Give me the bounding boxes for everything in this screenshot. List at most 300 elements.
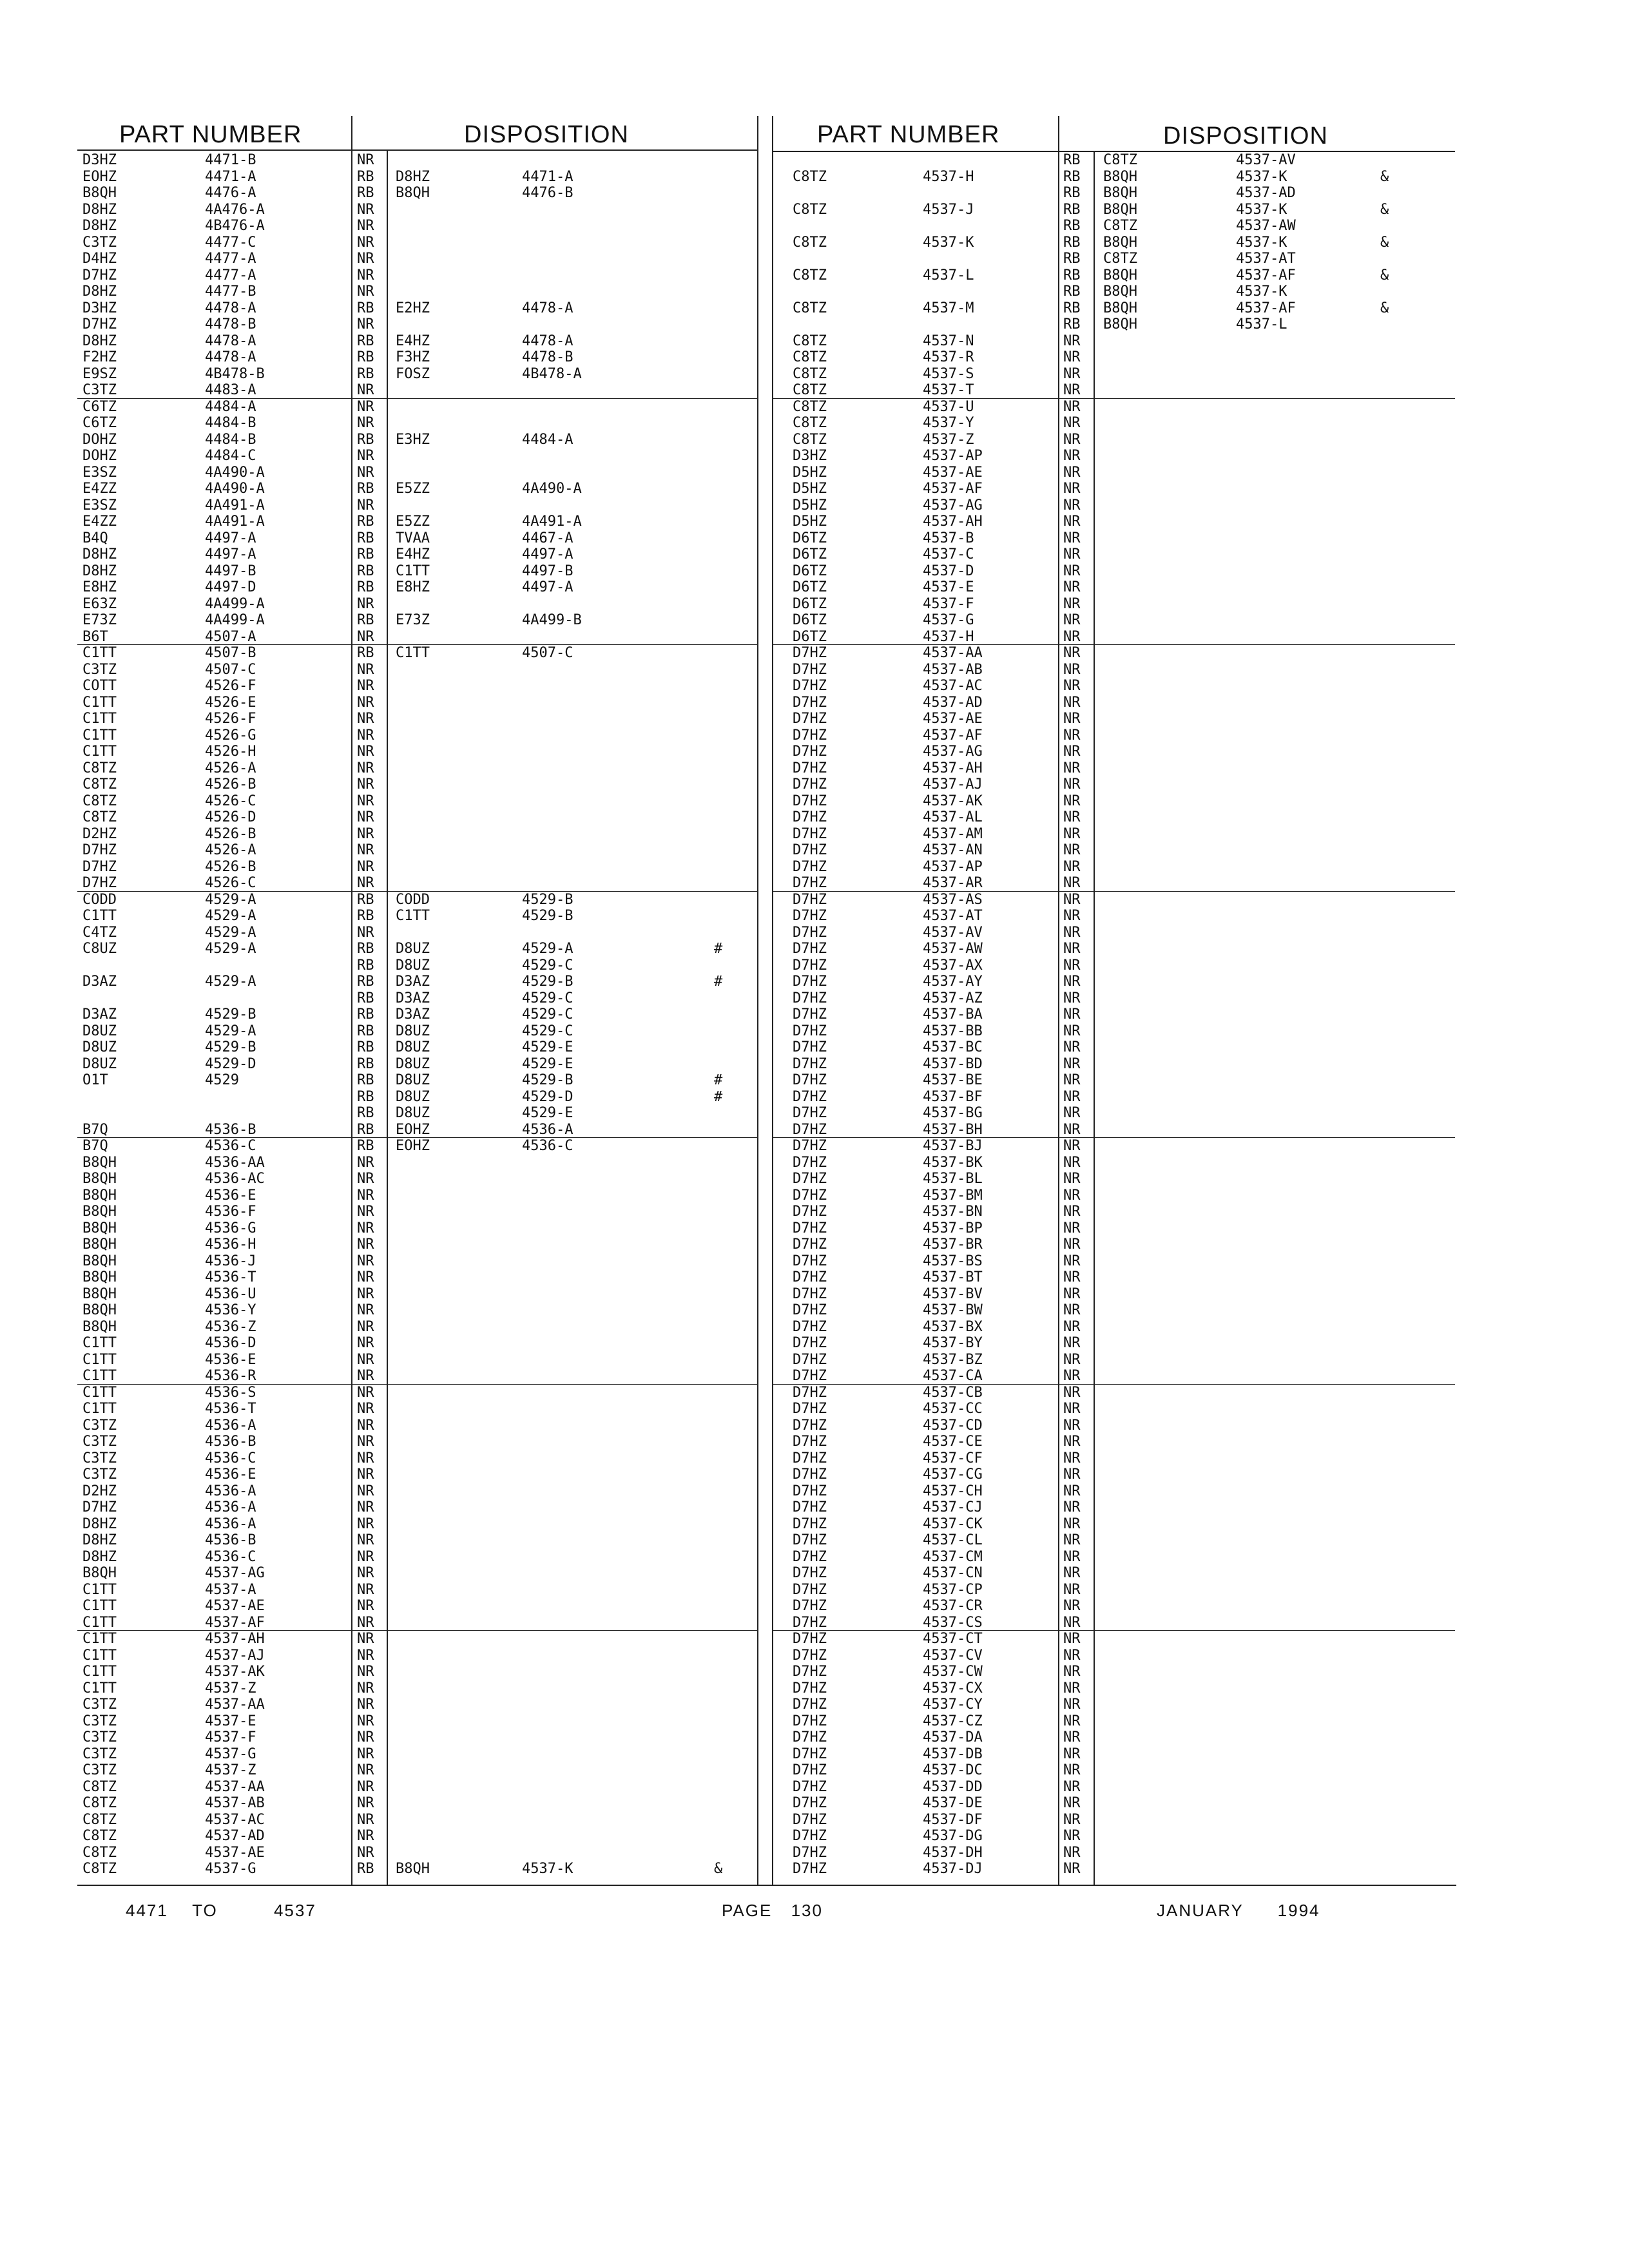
right-part-cell: 4537-DE [923, 1795, 983, 1811]
left-new-prefix-cell: F3HZ [396, 349, 430, 365]
left-prefix-cell: COTT [82, 678, 117, 694]
right-prefix-cell: D7HZ [793, 1664, 827, 1680]
left-new-part-cell: 4497-B [522, 562, 574, 579]
left-prefix-cell: C8TZ [82, 1828, 117, 1844]
left-group-rule [77, 1137, 757, 1138]
right-group-rule [772, 398, 1455, 399]
right-prefix-cell: D7HZ [793, 1532, 827, 1548]
right-part-cell: 4537-AP [923, 858, 983, 875]
right-prefix-cell: C8TZ [793, 300, 827, 316]
right-note-cell: & [1380, 267, 1389, 284]
left-new-prefix-cell: CODD [396, 891, 430, 908]
right-part-cell: 4537-AH [923, 514, 983, 530]
right-part-cell: 4537-AE [923, 711, 983, 727]
left-new-part-cell: 4478-A [522, 332, 574, 349]
left-new-part-cell: 4471-A [522, 168, 574, 185]
right-part-cell: 4537-S [923, 365, 974, 382]
left-new-prefix-cell: D8UZ [396, 1072, 430, 1088]
right-code-cell: NR [1063, 514, 1081, 530]
left-new-prefix-cell: D3AZ [396, 1006, 430, 1023]
right-code-cell: NR [1063, 415, 1081, 431]
left-code-cell: NR [357, 924, 374, 941]
right-part-cell: 4537-DB [923, 1745, 983, 1762]
right-code-cell: RB [1063, 152, 1081, 168]
left-code-cell: NR [357, 1729, 374, 1745]
left-prefix-cell: C1TT [82, 1368, 117, 1384]
right-code-cell: NR [1063, 1023, 1081, 1039]
left-code-cell: RB [357, 1105, 374, 1121]
right-code-cell: NR [1063, 349, 1081, 365]
right-part-cell: 4537-AC [923, 678, 983, 694]
left-new-part-cell: 4529-C [522, 1006, 574, 1023]
right-code-cell: NR [1063, 612, 1081, 628]
right-code-cell: NR [1063, 1614, 1081, 1631]
right-code-cell: NR [1063, 1499, 1081, 1515]
right-prefix-cell: D7HZ [793, 1565, 827, 1581]
right-part-cell: 4537-E [923, 579, 974, 595]
left-part-cell: 4536-U [205, 1285, 256, 1302]
left-part-cell: 4536-AA [205, 1154, 265, 1171]
left-part-cell: 4526-B [205, 825, 256, 842]
left-prefix-cell: D8HZ [82, 218, 117, 234]
left-code-cell: NR [357, 776, 374, 793]
left-prefix-cell: C8TZ [82, 1795, 117, 1811]
left-part-cell: 4537-AD [205, 1828, 265, 1844]
right-prefix-cell: D7HZ [793, 1055, 827, 1072]
right-prefix-cell: C8TZ [793, 267, 827, 284]
right-prefix-cell: D7HZ [793, 1811, 827, 1828]
right-code-cell: NR [1063, 562, 1081, 579]
left-part-cell: 4526-A [205, 760, 256, 776]
left-prefix-cell: C1TT [82, 908, 117, 924]
right-part-cell: 4537-BL [923, 1171, 983, 1187]
right-part-cell: 4537-J [923, 201, 974, 218]
right-part-cell: 4537-CC [923, 1401, 983, 1417]
right-code-cell: NR [1063, 1828, 1081, 1844]
left-prefix-cell: D7HZ [82, 1499, 117, 1515]
right-code-divider [1094, 152, 1095, 1885]
right-code-cell: RB [1063, 267, 1081, 284]
left-prefix-cell: D8HZ [82, 546, 117, 562]
left-prefix-cell: C1TT [82, 694, 117, 711]
right-code-cell: NR [1063, 1220, 1081, 1236]
left-code-cell: RB [357, 908, 374, 924]
right-code-cell: NR [1063, 908, 1081, 924]
right-prefix-cell: D3HZ [793, 448, 827, 464]
right-code-cell: NR [1063, 1072, 1081, 1088]
left-code-cell: NR [357, 1318, 374, 1335]
left-code-cell: NR [357, 1335, 374, 1351]
right-code-cell: NR [1063, 332, 1081, 349]
right-part-cell: 4537-BJ [923, 1138, 983, 1154]
left-part-cell: 4471-B [205, 152, 256, 168]
right-code-cell: NR [1063, 809, 1081, 825]
right-prefix-cell: C8TZ [793, 168, 827, 185]
left-new-part-cell: 4467-A [522, 530, 574, 546]
right-part-cell: 4537-BW [923, 1302, 983, 1318]
left-part-cell: 4536-R [205, 1368, 256, 1384]
right-part-cell: 4537-AK [923, 793, 983, 809]
right-new-prefix-cell: C8TZ [1103, 251, 1137, 267]
left-part-cell: 4529-A [205, 1023, 256, 1039]
right-prefix-cell: D7HZ [793, 744, 827, 760]
left-code-cell: RB [357, 1039, 374, 1055]
right-prefix-cell: D7HZ [793, 809, 827, 825]
left-new-part-cell: 4B478-A [522, 365, 582, 382]
right-prefix-cell: C8TZ [793, 349, 827, 365]
right-part-cell: 4537-AH [923, 760, 983, 776]
left-new-prefix-cell: C1TT [396, 908, 430, 924]
right-part-cell: 4537-Y [923, 415, 974, 431]
right-new-prefix-cell: C8TZ [1103, 218, 1137, 234]
right-prefix-cell: D7HZ [793, 842, 827, 858]
right-code-cell: NR [1063, 661, 1081, 678]
right-new-part-cell: 4537-K [1236, 234, 1287, 251]
right-code-cell: NR [1063, 365, 1081, 382]
right-prefix-cell: D7HZ [793, 1384, 827, 1401]
left-part-cell: 4B478-B [205, 365, 265, 382]
right-prefix-cell: C8TZ [793, 365, 827, 382]
right-part-cell: 4537-AS [923, 891, 983, 908]
left-code-cell: NR [357, 727, 374, 744]
left-part-cell: 4537-Z [205, 1762, 256, 1778]
right-prefix-cell: D7HZ [793, 793, 827, 809]
right-part-cell: 4537-AG [923, 744, 983, 760]
right-code-cell: NR [1063, 382, 1081, 398]
right-code-cell: NR [1063, 1006, 1081, 1023]
left-code-cell: RB [357, 990, 374, 1006]
left-code-cell: NR [357, 793, 374, 809]
right-prefix-cell: D7HZ [793, 1023, 827, 1039]
left-prefix-cell: C3TZ [82, 1713, 117, 1729]
left-code-cell: RB [357, 1861, 374, 1877]
left-prefix-cell: C1TT [82, 711, 117, 727]
left-code-cell: RB [357, 562, 374, 579]
left-new-prefix-cell: D8HZ [396, 168, 430, 185]
right-code-cell: NR [1063, 448, 1081, 464]
right-part-cell: 4537-H [923, 168, 974, 185]
left-prefix-cell: C3TZ [82, 1434, 117, 1450]
right-part-cell: 4537-BD [923, 1055, 983, 1072]
right-part-cell: 4537-F [923, 595, 974, 612]
left-code-cell: RB [357, 1121, 374, 1138]
right-code-cell: NR [1063, 1154, 1081, 1171]
left-part-cell: 4476-A [205, 185, 256, 201]
left-code-cell: NR [357, 1269, 374, 1285]
right-code-cell: NR [1063, 1598, 1081, 1614]
left-prefix-cell: D8HZ [82, 562, 117, 579]
left-part-cell: 4497-A [205, 530, 256, 546]
left-prefix-cell: E8HZ [82, 579, 117, 595]
right-prefix-cell: D5HZ [793, 464, 827, 481]
right-code-cell: NR [1063, 744, 1081, 760]
right-prefix-cell: D7HZ [793, 825, 827, 842]
right-part-cell: 4537-CX [923, 1680, 983, 1696]
right-prefix-cell: D7HZ [793, 1121, 827, 1138]
right-code-cell: NR [1063, 891, 1081, 908]
right-code-cell: NR [1063, 1253, 1081, 1269]
right-part-cell: 4537-AY [923, 974, 983, 990]
left-prefix-cell: C8TZ [82, 809, 117, 825]
right-prefix-cell: D7HZ [793, 1745, 827, 1762]
right-code-cell: NR [1063, 431, 1081, 448]
left-part-cell: 4526-B [205, 858, 256, 875]
left-code-cell: NR [357, 1664, 374, 1680]
left-part-cell: 4526-D [205, 809, 256, 825]
right-new-part-cell: 4537-K [1236, 284, 1287, 300]
right-prefix-cell: D6TZ [793, 595, 827, 612]
right-part-cell: 4537-AM [923, 825, 983, 842]
left-part-cell: 4478-A [205, 300, 256, 316]
left-part-cell: 4529-A [205, 891, 256, 908]
left-part-cell: 4477-C [205, 234, 256, 251]
right-prefix-cell: C8TZ [793, 234, 827, 251]
left-code-cell: NR [357, 1828, 374, 1844]
left-prefix-cell: B8QH [82, 1236, 117, 1253]
left-code-cell: RB [357, 185, 374, 201]
left-part-cell: 4536-A [205, 1499, 256, 1515]
right-part-cell: 4537-CG [923, 1466, 983, 1483]
left-code-cell: NR [357, 825, 374, 842]
left-code-cell: NR [357, 1236, 374, 1253]
right-code-cell: NR [1063, 1302, 1081, 1318]
right-code-cell: NR [1063, 1515, 1081, 1532]
right-code-cell: NR [1063, 464, 1081, 481]
right-part-cell: 4537-CP [923, 1581, 983, 1598]
left-prefix-cell: D8HZ [82, 332, 117, 349]
left-part-cell: 4497-A [205, 546, 256, 562]
left-part-cell: 4536-C [205, 1548, 256, 1565]
right-code-cell: NR [1063, 1861, 1081, 1877]
left-new-part-cell: 4529-B [522, 974, 574, 990]
left-new-prefix-cell: E8HZ [396, 579, 430, 595]
left-prefix-cell: C3TZ [82, 1450, 117, 1466]
left-new-prefix-cell: E73Z [396, 612, 430, 628]
right-prefix-cell: D7HZ [793, 1647, 827, 1664]
left-code-cell: NR [357, 1762, 374, 1778]
right-code-cell: NR [1063, 1811, 1081, 1828]
left-new-prefix-cell: D8UZ [396, 957, 430, 974]
left-code-cell: NR [357, 1713, 374, 1729]
right-new-part-cell: 4537-AD [1236, 185, 1296, 201]
right-prefix-cell: D6TZ [793, 546, 827, 562]
left-code-cell: NR [357, 661, 374, 678]
left-code-cell: NR [357, 1483, 374, 1499]
left-part-cell: 4537-F [205, 1729, 256, 1745]
footer-year: 1994 [1277, 1901, 1320, 1920]
right-prefix-cell: C8TZ [793, 382, 827, 398]
left-part-cell: 4526-C [205, 793, 256, 809]
left-code-cell: RB [357, 546, 374, 562]
left-prefix-cell: B8QH [82, 1318, 117, 1335]
left-new-prefix-cell: B8QH [396, 185, 430, 201]
left-code-cell: RB [357, 168, 374, 185]
left-part-cell: 4536-A [205, 1515, 256, 1532]
left-prefix-cell: DOHZ [82, 448, 117, 464]
left-part-cell: 4537-AA [205, 1778, 265, 1795]
left-prefix-cell: EOHZ [82, 168, 117, 185]
right-part-cell: 4537-AW [923, 941, 983, 957]
left-prefix-cell: B8QH [82, 1154, 117, 1171]
right-prefix-cell: C8TZ [793, 398, 827, 415]
left-part-cell: 4484-C [205, 448, 256, 464]
right-part-cell: 4537-D [923, 562, 974, 579]
footer-range-to: 4537 [273, 1901, 316, 1920]
left-prefix-cell: D2HZ [82, 1483, 117, 1499]
right-group-rule [772, 1137, 1455, 1138]
right-part-cell: 4537-CZ [923, 1713, 983, 1729]
left-new-part-cell: 4529-C [522, 957, 574, 974]
right-code-cell: NR [1063, 546, 1081, 562]
right-prefix-cell: D7HZ [793, 1680, 827, 1696]
left-code-cell: NR [357, 842, 374, 858]
right-part-cell: 4537-DJ [923, 1861, 983, 1877]
right-code-cell: NR [1063, 776, 1081, 793]
left-prefix-cell: B8QH [82, 1253, 117, 1269]
right-part-cell: 4537-CM [923, 1548, 983, 1565]
right-code-cell: NR [1063, 990, 1081, 1006]
right-part-cell: 4537-AJ [923, 776, 983, 793]
left-prefix-cell: C6TZ [82, 398, 117, 415]
left-code-cell: NR [357, 1680, 374, 1696]
right-code-cell: NR [1063, 1187, 1081, 1204]
left-prefix-cell: C1TT [82, 1647, 117, 1664]
left-prefix-cell: C1TT [82, 727, 117, 744]
right-prefix-cell: D7HZ [793, 727, 827, 744]
right-prefix-cell: C8TZ [793, 201, 827, 218]
right-code-cell: NR [1063, 1450, 1081, 1466]
left-part-cell: 4536-G [205, 1220, 256, 1236]
right-part-cell: 4537-BH [923, 1121, 983, 1138]
right-new-prefix-cell: C8TZ [1103, 152, 1137, 168]
right-new-prefix-cell: B8QH [1103, 185, 1137, 201]
right-prefix-cell: D7HZ [793, 1154, 827, 1171]
right-group-rule [772, 1384, 1455, 1385]
left-new-part-cell: 4478-B [522, 349, 574, 365]
left-code-cell: NR [357, 1795, 374, 1811]
left-code-cell: NR [357, 1696, 374, 1713]
left-prefix-cell: D7HZ [82, 267, 117, 284]
right-code-cell: NR [1063, 1171, 1081, 1187]
left-part-cell: 4A499-A [205, 612, 265, 628]
left-table-right-border [757, 116, 758, 1885]
right-part-cell: 4537-AN [923, 842, 983, 858]
left-new-prefix-cell: E4HZ [396, 546, 430, 562]
left-part-cell: 4526-G [205, 727, 256, 744]
right-prefix-cell: D7HZ [793, 1499, 827, 1515]
right-prefix-cell: C8TZ [793, 431, 827, 448]
left-new-part-cell: 4478-A [522, 300, 574, 316]
left-prefix-cell: C3TZ [82, 1745, 117, 1762]
left-new-part-cell: 4497-A [522, 579, 574, 595]
right-code-cell: NR [1063, 481, 1081, 497]
footer-range [126, 1901, 316, 1921]
left-new-part-cell: 4529-E [522, 1105, 574, 1121]
right-code-cell: NR [1063, 1532, 1081, 1548]
right-part-cell: 4537-DC [923, 1762, 983, 1778]
right-prefix-cell: D7HZ [793, 1187, 827, 1204]
right-code-cell: NR [1063, 711, 1081, 727]
left-code-cell: NR [357, 1499, 374, 1515]
right-part-cell: 4537-CF [923, 1450, 983, 1466]
right-code-cell: NR [1063, 595, 1081, 612]
right-prefix-cell: D7HZ [793, 1105, 827, 1121]
left-new-part-cell: 4529-B [522, 908, 574, 924]
right-prefix-cell: D6TZ [793, 579, 827, 595]
right-prefix-cell: D7HZ [793, 711, 827, 727]
right-part-cell: 4537-DH [923, 1844, 983, 1861]
right-new-part-cell: 4537-AW [1236, 218, 1296, 234]
right-part-cell: 4537-T [923, 382, 974, 398]
right-prefix-cell: D7HZ [793, 1269, 827, 1285]
left-new-prefix-cell: C1TT [396, 645, 430, 661]
left-prefix-cell: E3SZ [82, 464, 117, 481]
left-code-cell: NR [357, 760, 374, 776]
right-part-cell: 4537-CL [923, 1532, 983, 1548]
right-part-cell: 4537-AG [923, 497, 983, 514]
right-new-prefix-cell: B8QH [1103, 201, 1137, 218]
right-code-cell: NR [1063, 957, 1081, 974]
right-code-cell: NR [1063, 497, 1081, 514]
left-part-cell: 4478-A [205, 349, 256, 365]
left-new-prefix-cell: D3AZ [396, 974, 430, 990]
left-prefix-cell: C1TT [82, 1631, 117, 1647]
left-prefix-cell: D7HZ [82, 858, 117, 875]
right-part-cell: 4537-CY [923, 1696, 983, 1713]
left-code-cell: NR [357, 448, 374, 464]
left-code-cell: NR [357, 1171, 374, 1187]
right-new-prefix-cell: B8QH [1103, 284, 1137, 300]
right-part-cell: 4537-AP [923, 448, 983, 464]
left-new-part-cell: 4A490-A [522, 481, 582, 497]
left-code-cell: NR [357, 1515, 374, 1532]
right-code-cell: NR [1063, 530, 1081, 546]
left-part-cell: 4537-AE [205, 1598, 265, 1614]
footer-page-number: 130 [791, 1901, 823, 1920]
left-new-prefix-cell: EOHZ [396, 1121, 430, 1138]
right-part-number-header: PART NUMBER [817, 121, 1000, 148]
right-group-rule [772, 891, 1455, 892]
left-part-cell: 4529-A [205, 941, 256, 957]
left-code-cell: NR [357, 1844, 374, 1861]
left-part-cell: 4497-D [205, 579, 256, 595]
right-prefix-cell: D7HZ [793, 1483, 827, 1499]
left-prefix-cell: D7HZ [82, 875, 117, 891]
left-code-cell: NR [357, 1565, 374, 1581]
left-code-cell: RB [357, 1055, 374, 1072]
left-part-cell: 4A490-A [205, 481, 265, 497]
right-prefix-cell: D7HZ [793, 1713, 827, 1729]
left-new-prefix-cell: D3AZ [396, 990, 430, 1006]
left-part-cell: 4536-AC [205, 1171, 265, 1187]
left-new-part-cell: 4536-A [522, 1121, 574, 1138]
left-prefix-cell: C1TT [82, 1351, 117, 1368]
right-code-cell: NR [1063, 579, 1081, 595]
right-part-cell: 4537-CA [923, 1368, 983, 1384]
left-part-cell: 4536-Z [205, 1318, 256, 1335]
right-prefix-cell: C8TZ [793, 332, 827, 349]
left-prefix-cell: D3HZ [82, 152, 117, 168]
right-prefix-cell: D7HZ [793, 924, 827, 941]
right-code-cell: NR [1063, 793, 1081, 809]
left-prefix-cell: C1TT [82, 1401, 117, 1417]
left-prefix-cell: B4Q [82, 530, 108, 546]
right-part-cell: 4537-BS [923, 1253, 983, 1269]
right-code-cell: NR [1063, 1269, 1081, 1285]
left-part-cell: 4537-AF [205, 1614, 265, 1631]
left-new-prefix-cell: D8UZ [396, 1055, 430, 1072]
right-prefix-cell: D7HZ [793, 1631, 827, 1647]
